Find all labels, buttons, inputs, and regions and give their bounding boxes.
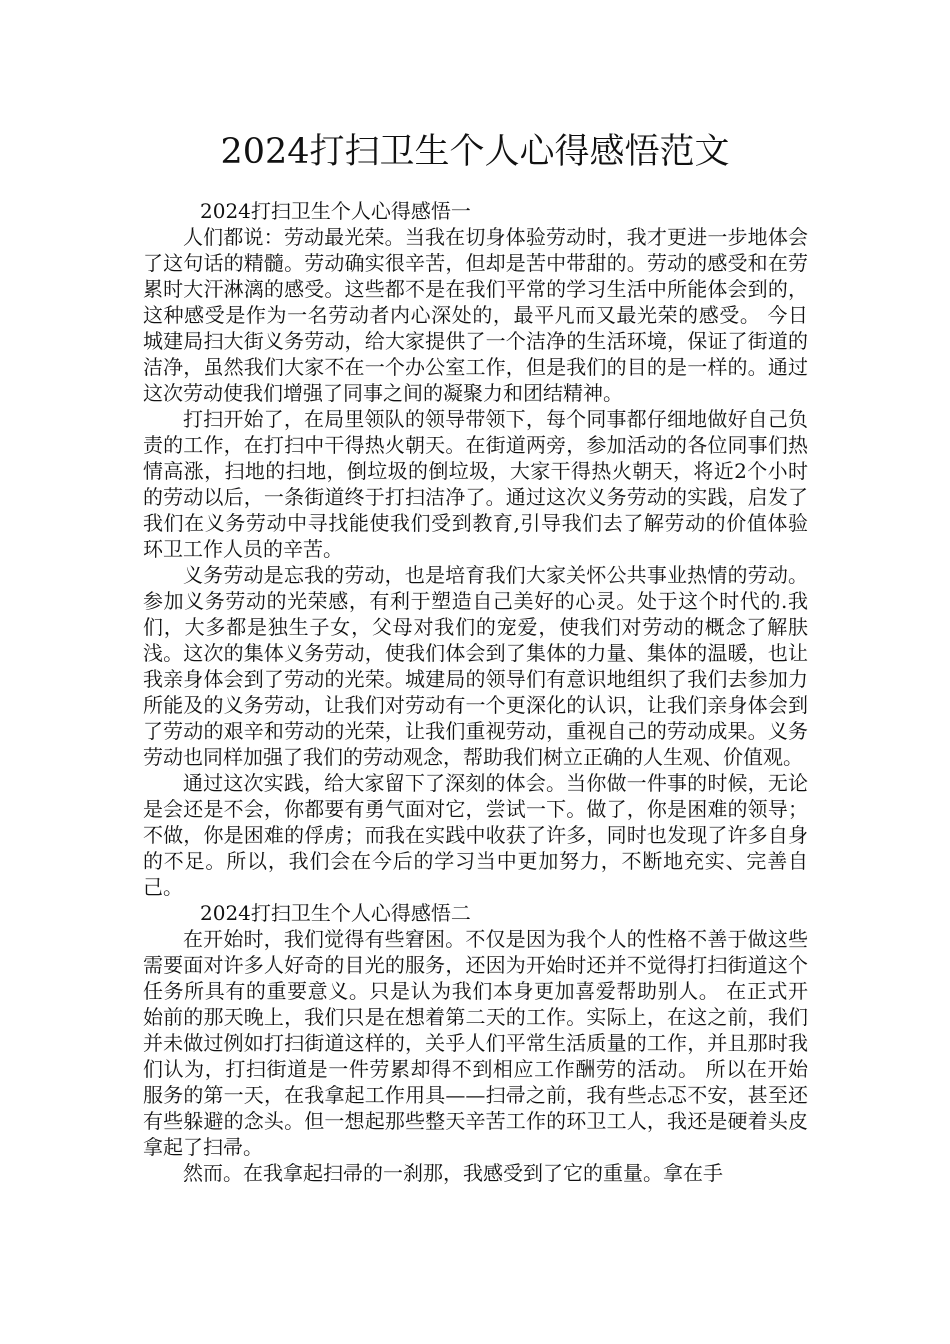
section-heading-1: 2024打扫卫生个人心得感悟一 — [200, 199, 471, 223]
paragraph: 然而。在我拿起扫帚的一刹那，我感受到了它的重量。拿在手 — [183, 1161, 723, 1185]
document-body — [143, 198, 808, 1186]
paragraph: 义务劳动是忘我的劳动，也是培育我们大家关怀公共事业热情的劳动。参加义务劳动的光荣感，有利于塑造自己美好的心灵。处于这个时代的.我们，大多都是独生子女，父母对我们的宠爱，使我们对劳动的概念了解肤浅。这次的集体义务劳动，使我们体会到了集体的力量、集体的温暖，也让我亲身体会到了劳动的光荣。城建局的领导们有意识地组织了我们去参加力所能及的义务劳动，让我们对劳动有一个更深化的认识，让我们亲身体会到了劳动的艰辛和劳动的光荣，让我们重视劳动，重视自己的劳动成果。义务劳动也同样加强了我们的劳动观念，帮助我们树立正确的人生观、价值观。 — [143, 563, 808, 769]
section-heading-2: 2024打扫卫生个人心得感悟二 — [200, 901, 471, 925]
document-title: 2024打扫卫生个人心得感悟范文 — [220, 132, 730, 172]
paragraph: 人们都说：劳动最光荣。当我在切身体验劳动时，我才更进一步地体会了这句话的精髓。劳动确实很辛苦，但却是苦中带甜的。劳动的感受和在劳累时大汗淋漓的感受。这些都不是在我们平常的学习生活中所能体会到的，这种感受是作为一名劳动者内心深处的，最平凡而又最光荣的感受。 今日城建局扫大街义务劳动，给大家提供了一个洁净的生活环境，保证了街道的洁净，虽然我们大家不在一个办公室工作，但是我们的目的是一样的。通过这次劳动使我们增强了同事之间的凝聚力和团结精神。 — [143, 225, 808, 405]
paragraph: 通过这次实践，给大家留下了深刻的体会。当你做一件事的时候，无论是会还是不会，你都要有勇气面对它，尝试一下。做了，你是困难的领导；不做，你是困难的俘虏；而我在实践中收获了许多，同时也发现了许多自身的不足。所以，我们会在今后的学习当中更加努力，不断地充实、完善自己。 — [143, 771, 808, 899]
paragraph: 打扫开始了，在局里领队的领导带领下，每个同事都仔细地做好自己负责的工作，在打扫中干得热火朝天。在街道两旁，参加活动的各位同事们热情高涨，扫地的扫地，倒垃圾的倒垃圾，大家干得热火朝天，将近2个小时的劳动以后，一条街道终于打扫洁净了。通过这次义务劳动的实践，启发了我们在义务劳动中寻找能使我们受到教育,引导我们去了解劳动的价值体验环卫工作人员的辛苦。 — [143, 407, 808, 561]
paragraph: 在开始时，我们觉得有些窘困。不仅是因为我个人的性格不善于做这些需要面对许多人好奇的目光的服务，还因为开始时还并不觉得打扫街道这个任务所具有的重要意义。只是认为我们本身更加喜爱帮助别人。 在正式开始前的那天晚上，我们只是在想着第二天的工作。实际上，在这之前，我们并未做过例如打扫街道这样的，关乎人们平常生活质量的工作，并且那时我们认为，打扫街道是一件劳累却得不到相应工作酬劳的活动。 所以在开始服务的第一天，在我拿起工作用具——扫帚之前，我有些忐忑不安，甚至还有些躲避的念头。但一想起那些整天辛苦工作的环卫工人，我还是硬着头皮拿起了扫帚。 — [143, 927, 808, 1159]
